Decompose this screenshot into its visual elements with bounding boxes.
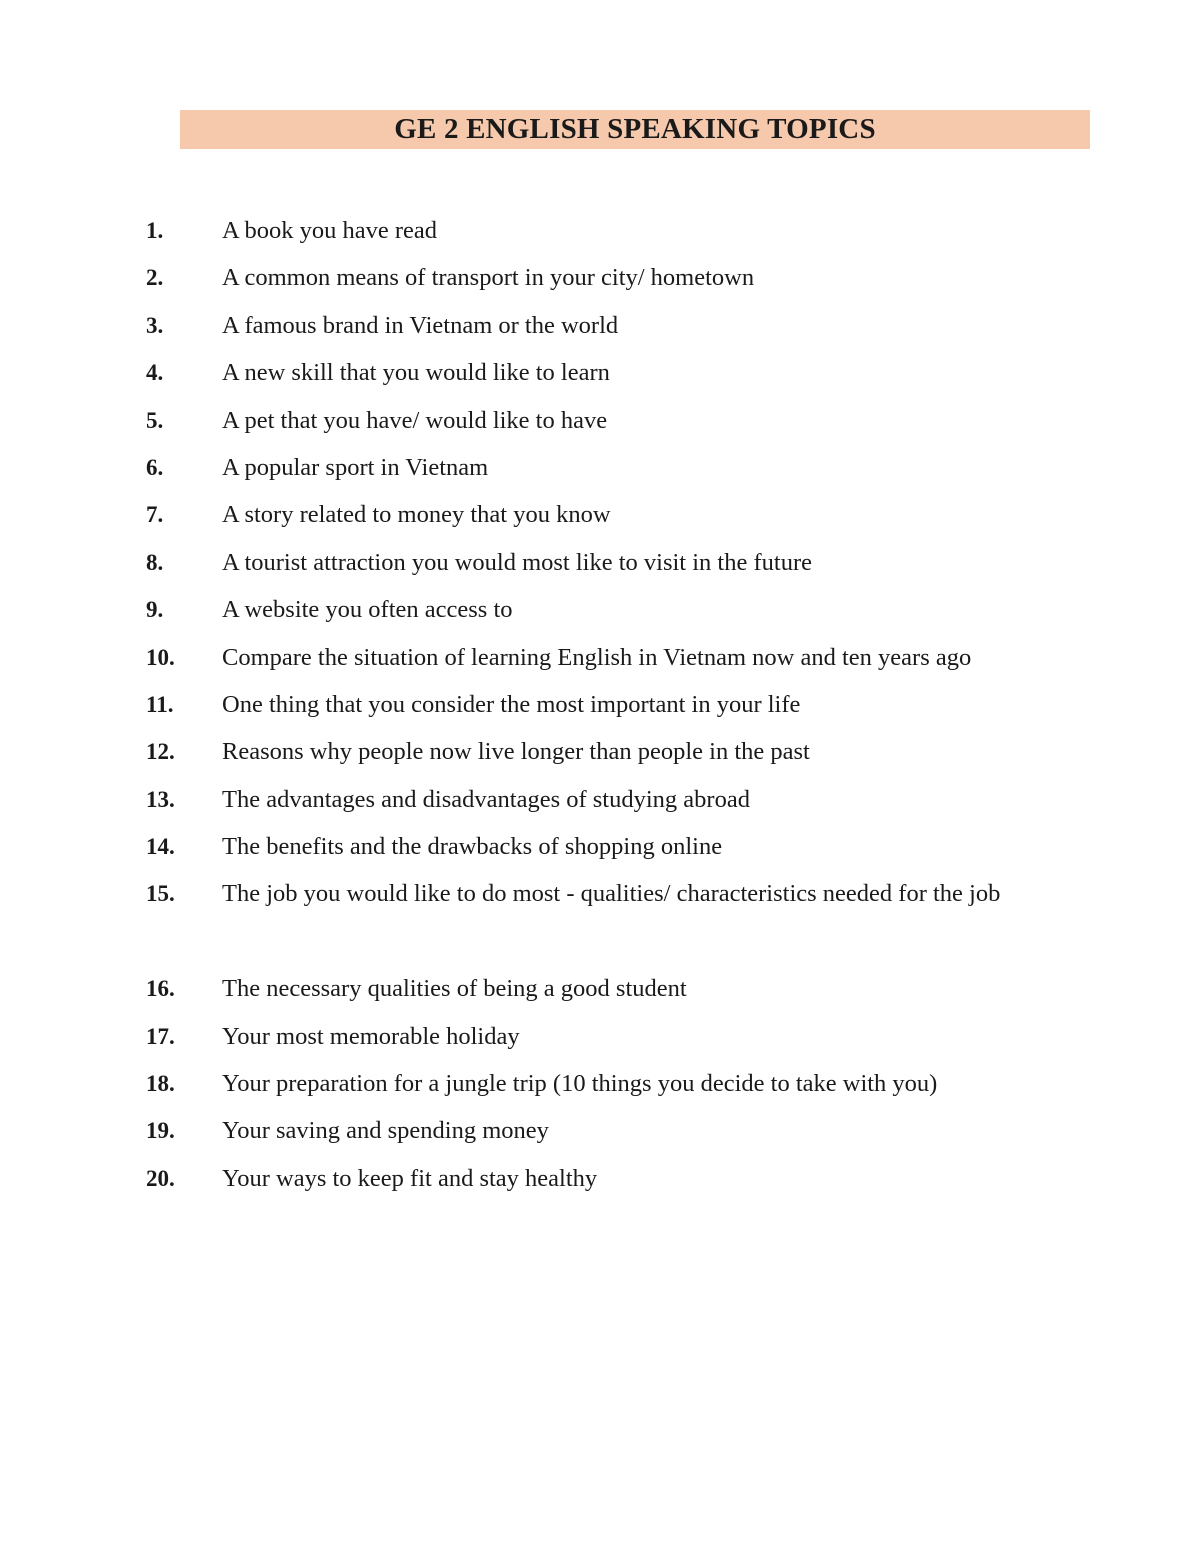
list-item-number: 15. [146, 881, 175, 907]
list-item [0, 586, 1200, 633]
list-item-number: 18. [146, 1071, 175, 1097]
list-item [0, 539, 1200, 586]
list-item [0, 1107, 1200, 1154]
list-item-number: 5. [146, 407, 164, 433]
list-item [0, 965, 1200, 1012]
list-item [0, 776, 1200, 823]
list-item-text: A pet that you have/ would like to have [222, 406, 608, 434]
list-item [0, 254, 1200, 301]
list-item-number: 6. [146, 454, 164, 480]
list-item [0, 1155, 1200, 1202]
list-item-text: A website you often access to [222, 596, 513, 624]
list-item [0, 349, 1200, 396]
list-item-number: 9. [146, 597, 164, 623]
list-item-number: 19. [146, 1118, 175, 1144]
list-item [0, 302, 1200, 349]
list-item-text: A new skill that you would like to learn [222, 359, 610, 387]
list-item [0, 1060, 1200, 1107]
list-item-number: 12. [146, 739, 175, 765]
list-item-text: One thing that you consider the most important in your life [222, 690, 801, 718]
list-item [0, 681, 1200, 728]
list-item-text: A book you have read [222, 217, 437, 244]
list-item [0, 823, 1200, 870]
list-item-number: 10. [146, 644, 175, 670]
list-item [0, 634, 1200, 681]
list-item-number: 20. [146, 1165, 175, 1191]
list-item-text: Your most memorable holiday [222, 1022, 520, 1050]
list-item-text: Your saving and spending money [222, 1117, 549, 1145]
topic-list [0, 207, 1200, 1202]
list-item-number: 2. [146, 265, 164, 291]
list-item-number: 13. [146, 786, 175, 812]
list-item-number: 7. [146, 502, 164, 528]
list-item [0, 491, 1200, 538]
list-item-number: 16. [146, 976, 175, 1002]
list-item [0, 870, 1200, 965]
list-item-text: The job you would like to do most - qualities/ characteristics needed for the job [222, 880, 1001, 908]
list-item [0, 444, 1200, 491]
title-banner [180, 110, 1090, 149]
list-item-number: 1. [146, 218, 164, 243]
list-item-text: Your ways to keep fit and stay healthy [222, 1164, 598, 1192]
list-item-number: 11. [146, 691, 174, 717]
list-item-text: Your preparation for a jungle trip (10 things you decide to take with you) [222, 1070, 938, 1098]
list-item-text: The benefits and the drawbacks of shopping online [222, 833, 723, 861]
list-item-text: Reasons why people now live longer than people in the past [222, 738, 810, 766]
list-item [0, 1013, 1200, 1060]
list-item-text: Compare the situation of learning English in Vietnam now and ten years ago [222, 643, 972, 671]
list-item-text: A famous brand in Vietnam or the world [222, 311, 619, 339]
list-item-number: 3. [146, 312, 164, 338]
list-item [0, 397, 1200, 444]
list-item-text: A common means of transport in your city/ hometown [222, 264, 755, 292]
list-item-number: 8. [146, 549, 164, 575]
list-item [0, 728, 1200, 775]
list-item-number: 17. [146, 1023, 175, 1049]
list-item [0, 207, 1200, 254]
list-item-text: A story related to money that you know [222, 501, 611, 529]
list-item-text: The necessary qualities of being a good student [222, 975, 687, 1003]
list-item-number: 4. [146, 360, 164, 386]
list-item-text: The advantages and disadvantages of studying abroad [222, 785, 750, 813]
page-title: GE 2 ENGLISH SPEAKING TOPICS [394, 113, 876, 145]
list-item-text: A tourist attraction you would most like to visit in the future [222, 548, 812, 576]
list-item-text: A popular sport in Vietnam [222, 453, 489, 481]
list-item-number: 14. [146, 834, 175, 860]
